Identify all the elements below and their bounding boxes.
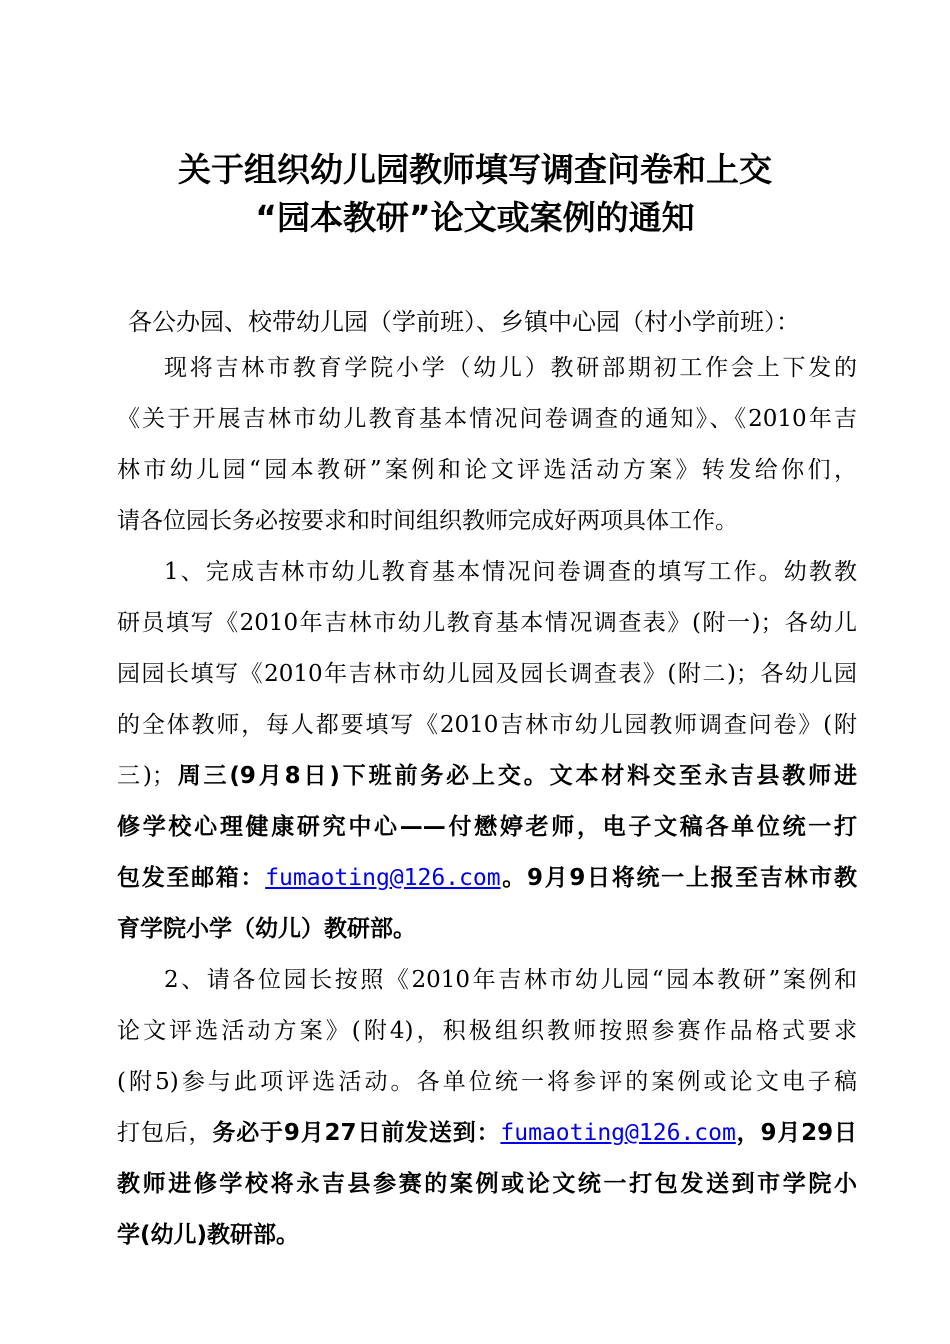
item1-line-2: 研员填写《2010年吉林市幼儿教育基本情况调查表》(附一)；各幼儿: [117, 610, 857, 636]
intro-line-1: 现将吉林市教育学院小学（幼儿）教研部期初工作会上下发的: [164, 355, 857, 381]
item1-line-7-pre: 包发至邮箱：: [117, 865, 266, 891]
item1-line-7-post: 。9月9日将统一上报至吉林市教: [500, 865, 857, 891]
item1-line-3: 园园长填写《2010年吉林市幼儿园及园长调查表》(附二)；各幼儿园: [117, 661, 857, 687]
intro-line-4: 请各位园长务必按要求和时间组织教师完成好两项具体工作。: [117, 508, 738, 534]
item1-line-8: 育学院小学（幼儿）教研部。: [117, 916, 416, 942]
item1-line-4: 的全体教师，每人都要填写《2010吉林市幼儿园教师调查问卷》(附: [117, 712, 857, 738]
intro-line-2: 《关于开展吉林市幼儿教育基本情况问卷调查的通知》、《2010年吉: [117, 406, 857, 432]
item2-line-4-normal: 打包后，: [117, 1120, 213, 1146]
salutation: 各公办园、校带幼儿园（学前班）、乡镇中心园（村小学前班）：: [128, 308, 800, 336]
item2-line-4-post: ，9月29日: [735, 1120, 858, 1146]
item2-line-1: 2、请各位园长按照《2010年吉林市幼儿园“园本教研”案例和: [164, 967, 857, 993]
item1-line-7: [117, 853, 857, 903]
item1-deadline-bold: 周三(9月8日)下班前务必上交。文本材料交至永吉县教师进: [174, 763, 858, 789]
item2-deadline-bold: 务必于9月27日前发送到：: [212, 1120, 501, 1146]
item1-line-5: [117, 751, 857, 801]
email-link[interactable]: fumaoting@126.com: [265, 865, 501, 891]
item2-line-4: [117, 1108, 857, 1158]
item1-line-5-normal: 三)；: [117, 763, 175, 789]
document-title-line-1: 关于组织幼儿园教师填写调查问卷和上交: [178, 150, 772, 189]
item2-line-3: (附5)参与此项评选活动。各单位统一将参评的案例或论文电子稿: [117, 1069, 857, 1095]
item2-line-5: 教师进修学校将永吉县参赛的案例或论文统一打包发送到市学院小: [117, 1171, 857, 1197]
item2-line-2: 论文评选活动方案》(附4)，积极组织教师按照参赛作品格式要求: [117, 1018, 857, 1044]
intro-line-3: 林市幼儿园“园本教研”案例和论文评选活动方案》转发给你们，: [117, 457, 857, 483]
item2-line-6: 学(幼儿)教研部。: [117, 1222, 300, 1248]
document-title-line-2: “园本教研”论文或案例的通知: [255, 198, 695, 237]
item1-line-1: 1、完成吉林市幼儿教育基本情况问卷调查的填写工作。幼教教: [164, 559, 857, 585]
email-link-2[interactable]: fumaoting@126.com: [500, 1120, 736, 1146]
item1-line-6: 修学校心理健康研究中心——付懋婷老师，电子文稿各单位统一打: [117, 814, 857, 840]
